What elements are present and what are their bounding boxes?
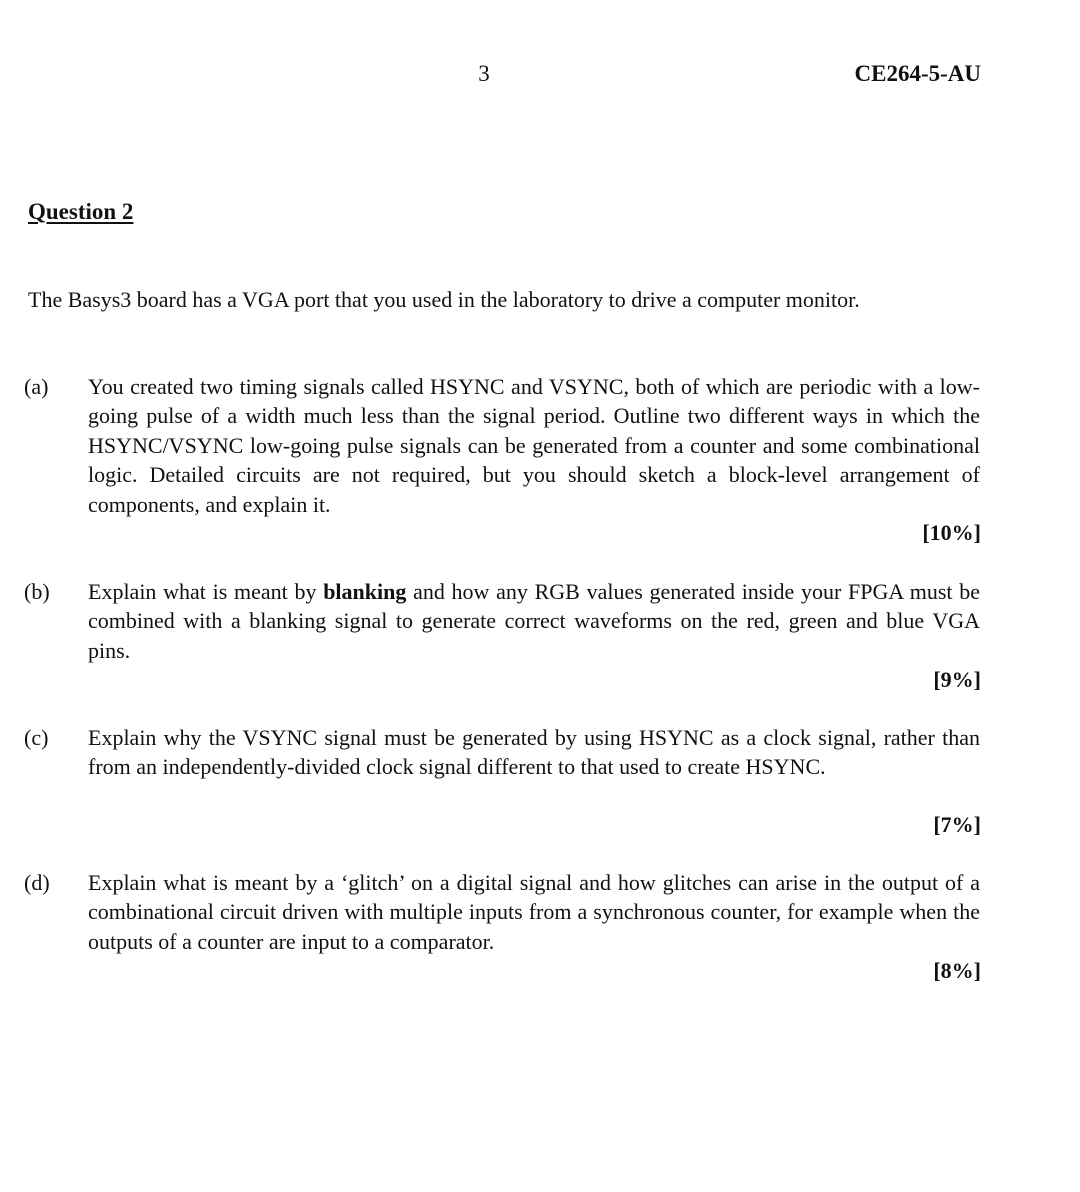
part-label: (c) (24, 725, 49, 750)
part-text-before: Explain what is meant by (88, 579, 324, 604)
marks-badge: [7%] (933, 812, 981, 837)
marks-badge: [10%] (922, 520, 981, 545)
part-label: (d) (24, 870, 50, 895)
page-number: 3 (478, 61, 490, 86)
marks-badge: [9%] (933, 667, 981, 692)
question-title: Question 2 (28, 199, 134, 224)
part-text-after: and how any RGB values generated inside your FPGA must be combined with a blanking signal to generate correct waveforms on the red, green and blue VGA pins. (88, 579, 981, 663)
part-text: Explain what is meant by a ‘glitch’ on a digital signal and how glitches can arise in the output of a combinational circuit driven with multiple inputs from a synchronous counter, for example when the outputs of a counter are input to a comparator. (88, 870, 980, 954)
part-label: (b) (24, 579, 50, 604)
bold-term: blanking (323, 579, 407, 604)
exam-code: CE264-5-AU (854, 61, 981, 86)
part-text (88, 577, 980, 665)
marks-badge: [8%] (933, 958, 981, 983)
part-text: You created two timing signals called HSYNC and VSYNC, both of which are periodic with a low-going pulse of a width much less than the signal period. Outline two different ways in which the HSYNC/VSYNC low-going pulse signals can be generated from a counter and some combinational logic. Detailed circuits are not required, but you should sketch a block-level arrangement of components, and explain it. (88, 374, 980, 517)
part-label: (a) (24, 374, 49, 399)
question-intro: The Basys3 board has a VGA port that you used in the laboratory to drive a computer monitor. (28, 287, 860, 312)
part-text: Explain why the VSYNC signal must be generated by using HSYNC as a clock signal, rather than from an independently-divided clock signal different to that used to create HSYNC. (88, 725, 980, 780)
